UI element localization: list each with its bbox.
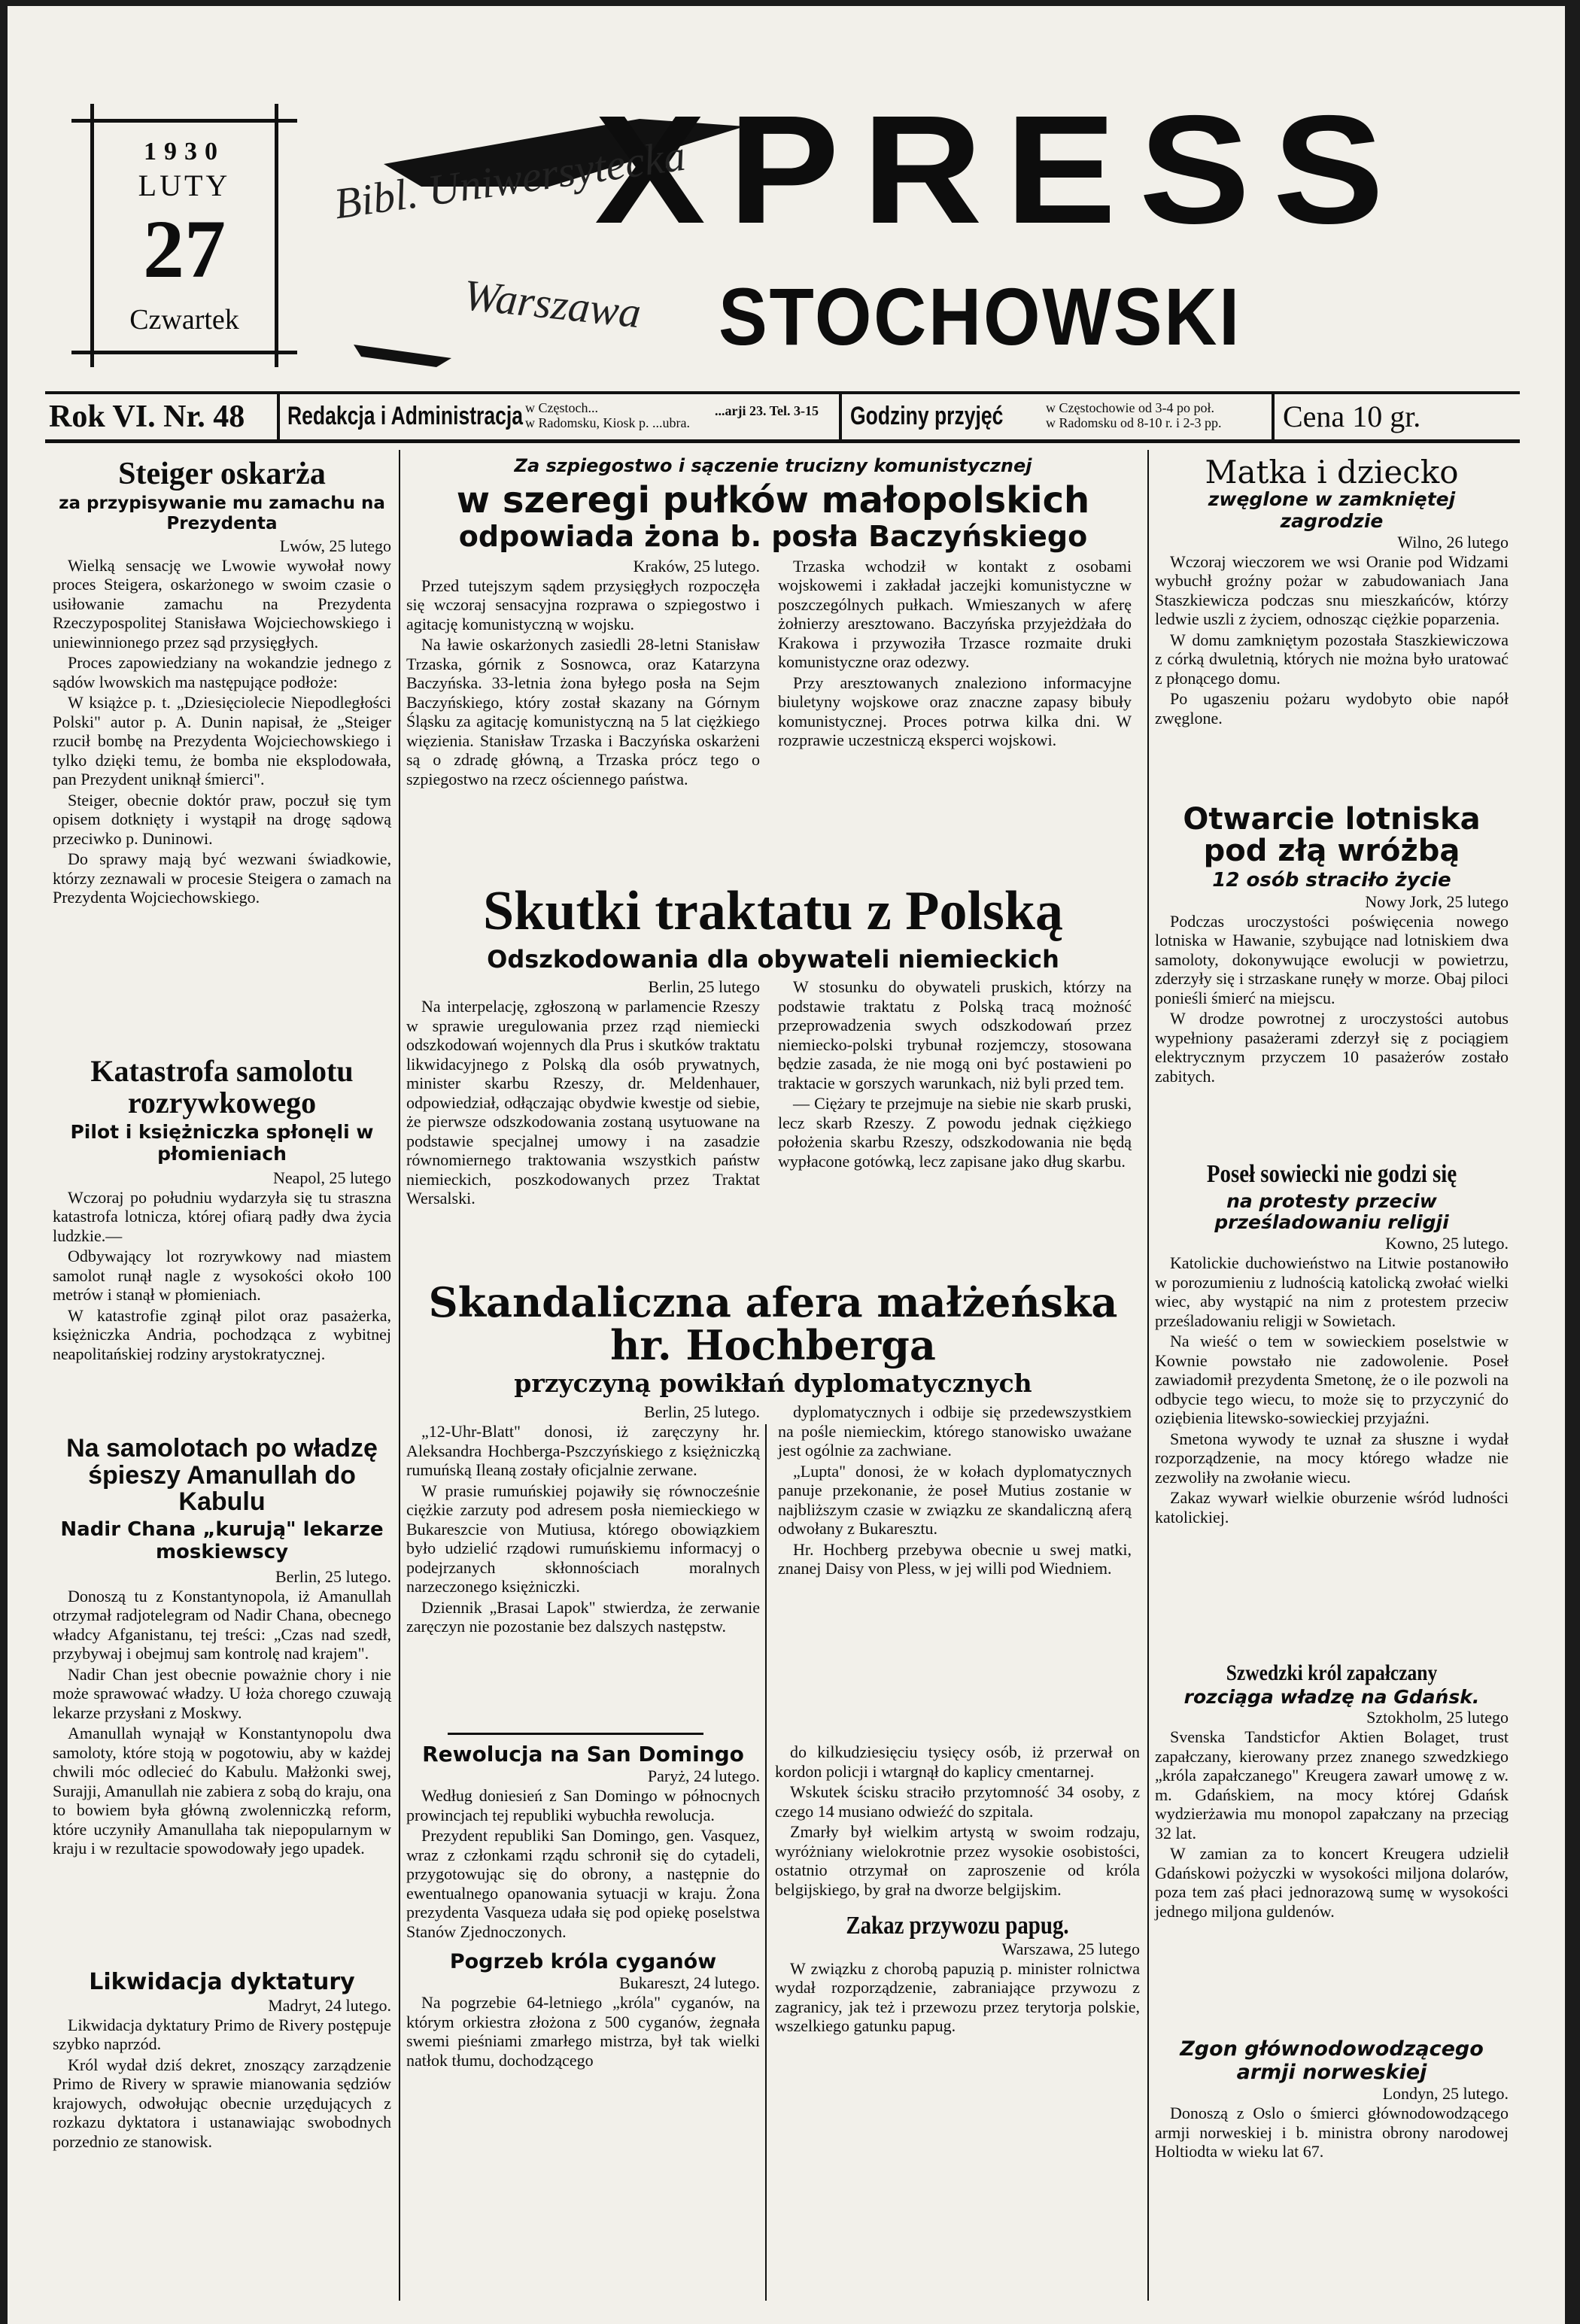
article-krol-zapalczany [1155, 1661, 1509, 1922]
date-box-rule-top [71, 119, 297, 123]
paragraph: Król wydał dziś dekret, znoszący zarządzenie Primo de Rivery w sprawie mianowania sędziów krajowych, odwołując obecnie urzędujących z rozkazu dyktatora i ustanawiając swobodnych porzednio ze stanowisk. [53, 2055, 391, 2151]
article-dateline: Londyn, 25 lutego. [1382, 2084, 1509, 2104]
article-subtitle: zwęglone w zamkniętej zagrodzie [1208, 488, 1456, 532]
article-title: Likwidacja dyktatury [89, 1969, 355, 1995]
paragraph: Trzaska wchodził w kontakt z osobami wojskowemi i zakładał jaczejki komunistyczne w poszczególnych pułkach. Wmieszanych w aferę żołnierzy aresztowano. Baczyńska przyjeżdżała do Krakowa i przywoziła Trzasce rozmaite druki komunistyczne oraz odezwy. [778, 556, 1132, 672]
article-dateline: Kowno, 25 lutego. [1385, 1234, 1509, 1253]
date-month: LUTY [138, 169, 231, 202]
paragraph: „Lupta" donosi, że w kołach dyplomatycznych panuje przekonanie, że poseł Mutius zostanie w najbliższym czasie w związku ze skandaliczną aferą odwołany z Bukaresztu. [778, 1461, 1132, 1539]
article-title: Na samolotach po władzę śpieszy Amanullah do Kabulu [66, 1434, 378, 1517]
paragraph: Według doniesień z San Domingo w północnych prowincjach tej republiki wybuchła rewolucja. [406, 1786, 760, 1824]
paragraph: Proces zapowiedziany na wokandzie jednego z sądów lwowskich ma następujące podłoże: [53, 653, 391, 691]
paragraph: W związku z chorobą papuzią p. minister rolnictwa wydał rozporządzenie, zabraniające przywozu z zagranicy, jak też i przewozu przez terytorja polskie, wszelkiego gatunku papug. [775, 1958, 1140, 2036]
article-column-left [406, 977, 760, 1210]
article-san-domingo [406, 1742, 760, 2071]
article-body [53, 1188, 391, 1364]
article-szpiegostwo [406, 456, 1140, 790]
paragraph: „12-Uhr-Blatt" donosi, iż zaręczyny hr. Aleksandra Hochberga-Pszczyńskiego z księżniczką rumuńską Ileaną zostały oficjalnie zerwane. [406, 1422, 760, 1480]
price: Cena 10 gr. [1283, 399, 1421, 433]
paragraph: dyplomatycznych i odbije się przedewszystkiem na pośle niemieckim, którego stanowisko uważane jest ogólnie za zachwiane. [778, 1402, 1132, 1460]
article-title: Matka i dziecko [1205, 454, 1459, 491]
article-subtitle: za przypisywanie mu zamachu na Prezydenta [59, 494, 385, 533]
article-pogrzeb-cont [775, 1742, 1140, 2037]
article-body [406, 1786, 760, 1941]
paragraph: Zakaz wywarł wielkie oburzenie wśród ludności katolickiej. [1155, 1488, 1509, 1527]
hours-label: Godziny przyjęć [850, 402, 1004, 430]
article-zgon [1155, 2037, 1509, 2163]
paragraph: Katolickie duchowieństwo na Litwie postanowiło w porozumieniu z ludnością katolicką zwołać wielki wiec, aby wystąpić na nim z protestem przeciw prześladowaniu religji w Sowietach. [1155, 1253, 1509, 1330]
article-subtitle: Pilot i księżniczka spłonęli w płomieniach [70, 1121, 374, 1165]
office-address [525, 400, 690, 430]
article-body [1155, 1253, 1509, 1527]
article-dateline: Madryt, 24 lutego. [268, 1995, 391, 2015]
article-body [775, 1742, 1140, 1899]
article-body [53, 556, 391, 907]
paragraph: W drodze powrotnej z uroczystości autobus wypełniony pasażerami zderzył się z pociągiem elektrycznym przyczem 10 pasażerów zostało zabitych. [1155, 1009, 1509, 1086]
handwritten-note-line-1: Bibl. Uniwersytecka [331, 130, 688, 229]
article-dateline: Wilno, 26 lutego [1397, 532, 1509, 551]
paragraph: Smetona wywody te uznał za słuszne i wydał rozporządzenie, na mocy którego władze nie zezwoliły na zwołanie wiecu. [1155, 1429, 1509, 1487]
article-body [1155, 912, 1509, 1086]
article-title: Pogrzeb króla cyganów [449, 1950, 717, 1974]
paragraph: Przed tutejszym sądem przysięgłych rozpoczęła się wczoraj sensacyjna rozprawa o szpiegostwo i agitację komunistyczną w wojsku. [406, 576, 760, 633]
article-subtitle: Nadir Chana „kurują" lekarze moskiewscy [60, 1518, 384, 1563]
article-title: Zgon głównodowodzącego armji norweskiej [1180, 2037, 1484, 2085]
paragraph: Na pogrzebie 64-letniego „króla" cyganów, na którym orkiestra złożona z 500 cyganów, żegnała swemi pieśniami zmarłego mistrza, był tak wielki natłok tłumu, dochodzącego [406, 1993, 760, 2070]
article-title: Otwarcie lotniska pod złą wróżbą [1183, 802, 1481, 868]
paragraph: Podczas uroczystości poświęcenia nowego lotniska w Hawanie, szybujące nad lotniskiem dwa samoloty, dokonywujące ewolucji w powietrzu, zderzyły się i strzaskane runęły w morze. Obaj piloci ponieśli śmierć na miejscu. [1155, 911, 1509, 1007]
article-title: w szeregi pułków małopolskich [456, 478, 1090, 521]
article-dateline: Paryż, 24 lutego. [647, 1767, 760, 1786]
article-subtitle: przyczyną powikłań dyplomatycznych [514, 1369, 1032, 1399]
paragraph: Na wieść o tem w sowieckiem poselstwie w Kownie powstało nie zadowolenie. Poseł zawiadomił prezydenta Smetonę, że o ile pozwoli na odbycie tego wiecu, to może się to przyczynić do oziębienia litewsko-sowieckiej przyjaźni. [1155, 1332, 1509, 1428]
article-body [1155, 2104, 1509, 2161]
paragraph: Zmarły był wielkim artystą w swoim rodzaju, wyróżniany wielokrotnie przez wysokie osobistości, ostatnio otrzymał on zaproszenie od króla belgijskiego, by grał na dworze belgijskim. [775, 1822, 1140, 1899]
article-body [1155, 1727, 1509, 1921]
masthead-lower-stroke [354, 345, 451, 367]
paragraph: Dziennik „Brasai Lapok" stwierdza, że zerwanie zaręczyn nie pozostanie bez dalszych następstw. [406, 1597, 760, 1636]
section-rule [448, 1733, 703, 1735]
article-subtitle: odpowiada żona b. posła Baczyńskiego [458, 519, 1088, 553]
phone-info: ...arji 23. Tel. 3-15 [715, 403, 819, 418]
paragraph: Hr. Hochberg przebywa obecnie u swej matki, znanej Daisy von Pless, w jej willi pod Wiedniem. [778, 1539, 1132, 1578]
paragraph: do kilkudziesięciu tysięcy osób, iż przerwał on kordon policji i wtargnął do kaplicy cmentarnej. [775, 1742, 1140, 1781]
article-subtitle: na protesty przeciw prześladowaniu religji [1214, 1189, 1449, 1234]
article-body [1155, 552, 1509, 728]
paragraph: W domu zamkniętym pozostała Staszkiewiczowa z córką dwuletnią, których nie można było uratować z płonącego domu. [1155, 630, 1509, 688]
infobar-rule-bottom [45, 439, 1520, 443]
paragraph: — Ciężary te przejmuje na siebie nie skarb pruski, lecz skarb Rzeszy. Z powodu jednak ciężkiego położenia skarbu Rzeszy, odszkodowania nie będą wypłacone gotówką, lecz zapisane jako dług skarbu. [778, 1094, 1132, 1171]
article-dateline: Neapol, 25 lutego [272, 1168, 391, 1187]
paragraph: Amanullah wynajął w Konstantynopolu dwa samoloty, które stoją w pogotowiu, aby w każdej chwili móc odlecieć do Kabulu. Małżonki swej, Surajji, Amanullah nie zabiera z sobą do kraju, ona to bowiem była główną zwolenniczką reform, które uczyniły Amanullaha tak niepopularnym w kraju i w rezultacie spowodowały jego upadek. [53, 1724, 391, 1858]
article-body [406, 576, 760, 789]
article-posel [1155, 1161, 1509, 1528]
date-weekday: Czwartek [129, 304, 239, 336]
issue-number: Rok VI. Nr. 48 [49, 399, 245, 434]
date-day: 27 [143, 203, 226, 295]
article-title: Skandaliczna afera małżeńska hr. Hochberga [428, 1278, 1118, 1369]
article-dateline: Bukareszt, 24 lutego. [619, 1973, 760, 1993]
article-column-right [778, 977, 1132, 1210]
article-title: Katastrofa samolotu rozrywkowego [90, 1054, 354, 1119]
paragraph: Likwidacja dyktatury Primo de Rivery postępuje szybko naprzód. [53, 2015, 391, 2053]
paragraph: Donoszą z Oslo o śmierci głównodowodzącego armji norweskiej i b. ministra obrony narodowej Holtiodta w wieku lat 67. [1155, 2104, 1509, 2161]
article-dateline: Nowy Jork, 25 lutego [1365, 892, 1509, 911]
paragraph: Svenska Tandsticfor Aktien Bolaget, trust zapałczany, kierowany przez znanego szwedzkiego „króla zapałczanego" Kreugera zawarł umowę z w. m. Gdańskiem, na mocy której Gdańsk wydzierżawia mu monopol zapałczany na przeciąg 32 lat. [1155, 1727, 1509, 1842]
article-lotnisko [1155, 804, 1509, 1087]
paragraph: Wczoraj wieczorem we wsi Oranie pod Widzami wybuchł groźny pożar w zabudowaniach Jana Staszkiewicza podczas snu mieszkańców, którzy ledwie uszli z życiem, odnosząc ciężkie poparzenia. [1155, 551, 1509, 629]
article-body [53, 2016, 391, 2152]
article-dateline: Sztokholm, 25 lutego [1366, 1708, 1509, 1727]
article-subtitle: 12 osób straciło życie [1212, 869, 1451, 892]
article-title: Skutki traktatu z Polską [483, 880, 1063, 942]
article-dateline: Berlin, 25 lutego. [275, 1566, 391, 1586]
address-line-2: w Radomsku, Kiosk p. ...ubra. [525, 415, 690, 430]
paragraph: W stosunku do obywateli pruskich, którzy na podstawie traktatu z Polską tracą możność przeprowadzenia swych odszkodowań przez niemiecko-polski trybunał rozjemczy, stosowana będzie zasada, że nie mogą oni być postawieni po traktacie w gorszych warunkach, niż byli przed tem. [778, 977, 1132, 1092]
article-matka [1155, 456, 1509, 729]
article-dateline: Warszawa, 25 lutego [1001, 1939, 1140, 1958]
office-label: Redakcja i Administracja [287, 402, 523, 430]
masthead-subtitle: STOCHOWSKI [719, 271, 1241, 362]
article-columns [406, 977, 1140, 1210]
article-kicker: Za szpiegostwo i sączenie trucizny komunistycznej [514, 455, 1032, 476]
article-body [406, 997, 760, 1208]
article-hochberg [406, 1278, 1140, 1638]
paragraph: Steiger, obecnie doktór praw, poczuł się tym opisem dotknięty i wystąpił na drogę sądową przeciwko p. Duninowi. [53, 790, 391, 848]
paragraph: Przy aresztowanych znaleziono informacyjne biuletyny wojskowe oraz znaczne zapasy bibuły komunistycznej. Proces potrwa kilka dni. W rozprawie uczestniczą eksperci wojskowi. [778, 673, 1132, 750]
hours-line-1: w Częstochowie od 3-4 po poł. [1046, 400, 1214, 415]
article-columns [406, 557, 1140, 791]
handwritten-note-line-2: Warszawa [461, 269, 643, 338]
article-column-right [778, 1402, 1132, 1638]
article-dateline: Berlin, 25 lutego [648, 977, 760, 997]
article-title: Zakaz przywozu papug. [846, 1912, 1069, 1940]
paragraph: Na ławie oskarżonych zasiedli 28-letni Stanisław Trzaska, górnik z Sosnowca, oraz Katarzyna Baczyńska. 33-letnia żona byłego posła na Sejm Baczyńskiego, który został skazany na Górnym Śląsku za agitację komunistyczną na 5 lat ciężkiego więzienia. Stanisław Trzaska i Baczyńska oskarżeni są o zdradę główną, a Trzaska prócz tego o szpiegostwo na rzecz ościennego państwa. [406, 635, 760, 788]
paragraph: Nadir Chan jest obecnie poważnie chory i nie może sprawować władzy. U łoża chorego czuwają lekarze przysłani z Moskwy. [53, 1664, 391, 1722]
address-line-1: w Częstoch... [525, 400, 598, 415]
paragraph: W zamian za to koncert Kreugera udzielił Gdańskowi pożyczki w wysokości miljona dolarów, poza tem zaś płaci jednorazową sumę w wysokości jednego miljona guldenów. [1155, 1844, 1509, 1921]
article-subtitle: Odszkodowania dla obywateli niemieckich [487, 944, 1059, 974]
article-dyktatura [53, 1970, 391, 2152]
article-title: Poseł sowiecki nie godzi się [1206, 1160, 1457, 1188]
hours-info [1046, 400, 1222, 430]
article-dateline: Berlin, 25 lutego. [644, 1402, 760, 1422]
column-rule [399, 450, 400, 2301]
article-traktat [406, 880, 1140, 1210]
newspaper-page [8, 6, 1565, 2324]
article-column-left [406, 1402, 760, 1638]
article-subtitle: rozciąga władzę na Gdańsk. [1183, 1685, 1480, 1708]
paragraph: Po ugaszeniu pożaru wydobyto obie napół zwęglone. [1155, 689, 1509, 728]
date-box-rule-right [275, 104, 278, 367]
infobar-divider [839, 394, 842, 439]
masthead-title: XPRESS [594, 84, 1407, 256]
infobar-divider [1272, 394, 1275, 439]
article-body [406, 1422, 760, 1636]
paragraph: Donoszą tu z Konstantynopola, iż Amanullah otrzymał radjotelegram od Nadir Chana, obecnego władcy Afganistanu, tej treści: „Czas nad szedł, przybywaj i obejmuj sam kontrolę nad krajem". [53, 1586, 391, 1663]
date-box-rule-bottom [71, 351, 297, 354]
date-year: 1930 [144, 138, 225, 166]
article-columns [406, 1402, 1140, 1638]
article-steiger [53, 457, 391, 909]
paragraph: Do sprawy mają być wezwani świadkowie, którzy zeznawali w procesie Steigera o zamach na Prezydenta Wojciechowskiego. [53, 849, 391, 907]
paragraph: Wielką sensację we Lwowie wywołał nowy proces Steigera, oskarżonego w swoim czasie o usiłowanie zamachu na Prezydenta Rzeczypospolitej Stanisława Wojciechowskiego i uniewinnionego przez sąd przysięgłych. [53, 555, 391, 652]
article-amanullah [53, 1435, 391, 1860]
infobar-divider [277, 394, 280, 439]
paragraph: Na interpelację, zgłoszoną w parlamencie Rzeszy w sprawie uregulowania przez rząd niemiecki odszkodowań wojennych dla Prus i skutków traktatu likwidacyjnego z Polską dla osób prywatnych, minister skarbu Rzeszy, dr. Meldenhauer, odpowiedział, odłączając obydwie kwestje od siebie, że pierwsze odszkodowania zostaną usytuowane na podstawie specjalnej umowy i na zasadzie równomiernego traktowania wszystkich państw niemieckich, poszkodowanych przez Traktat Wersalski. [406, 997, 760, 1208]
article-dateline: Lwów, 25 lutego [279, 536, 391, 555]
article-body [775, 1959, 1140, 2036]
paragraph: Prezydent republiki San Domingo, gen. Vasquez, wraz z członkami rządu schronił się do cytadeli, przygotowując się do obrony, a następnie do ewentualnego opanowania sytuacji w kraju. Żona prezydenta Vasqueza udała się pod opiekę poselstwa Stanów Zjednoczonych. [406, 1826, 760, 1941]
article-column-left [406, 557, 760, 791]
paragraph: Odbywający lot rozrywkowy nad miastem samolot runął nagle z wysokości około 100 metrów i stanął w płomieniach. [53, 1247, 391, 1304]
paragraph: W książce p. t. „Dziesięciolecie Niepodległości Polski" autor p. A. Dunin napisał, że „Steiger rzucił bombę na Prezydenta Wojciechowskiego i tylko dzięki temu, że bomba nie eksplodowała, pan Prezydent uniknął śmierci". [53, 693, 391, 789]
hours-line-2: w Radomsku od 8-10 r. i 2-3 pp. [1046, 415, 1222, 430]
infobar-rule-top [45, 391, 1520, 394]
paragraph: W prasie rumuńskiej pojawiły się równocześnie ciężkie zarzuty pod adresem posła niemieckiego w Bukareszcie von Mutiusa, którego obowiązkiem było udzielić rządowi rumuńskiemu informacyj o podejrzanych skłonnościach moralnych narzeczonego księżniczki. [406, 1481, 760, 1596]
paragraph: Wskutek ścisku straciło przytomność 34 osoby, z czego 14 musiano odwieźć do szpitala. [775, 1782, 1140, 1821]
article-katastrofa [53, 1056, 391, 1365]
article-body [53, 1587, 391, 1858]
paragraph: Wczoraj po południu wydarzyła się tu straszna katastrofa lotnicza, której ofiarą padły dwa życia ludzkie.— [53, 1187, 391, 1245]
article-title: Steiger oskarża [118, 457, 326, 491]
article-title: Rewolucja na San Domingo [422, 1742, 744, 1767]
column-rule [1147, 450, 1149, 2301]
article-dateline: Kraków, 25 lutego. [633, 556, 760, 576]
paragraph: W katastrofie zginął pilot oraz pasażerka, księżniczka Andria, pochodząca z wybitnej neapolitańskiej rodziny arystokratycznej. [53, 1305, 391, 1363]
article-body [406, 1993, 760, 2070]
article-title: Szwedzki król zapałczany [1226, 1660, 1438, 1685]
article-column-right [778, 557, 1132, 791]
